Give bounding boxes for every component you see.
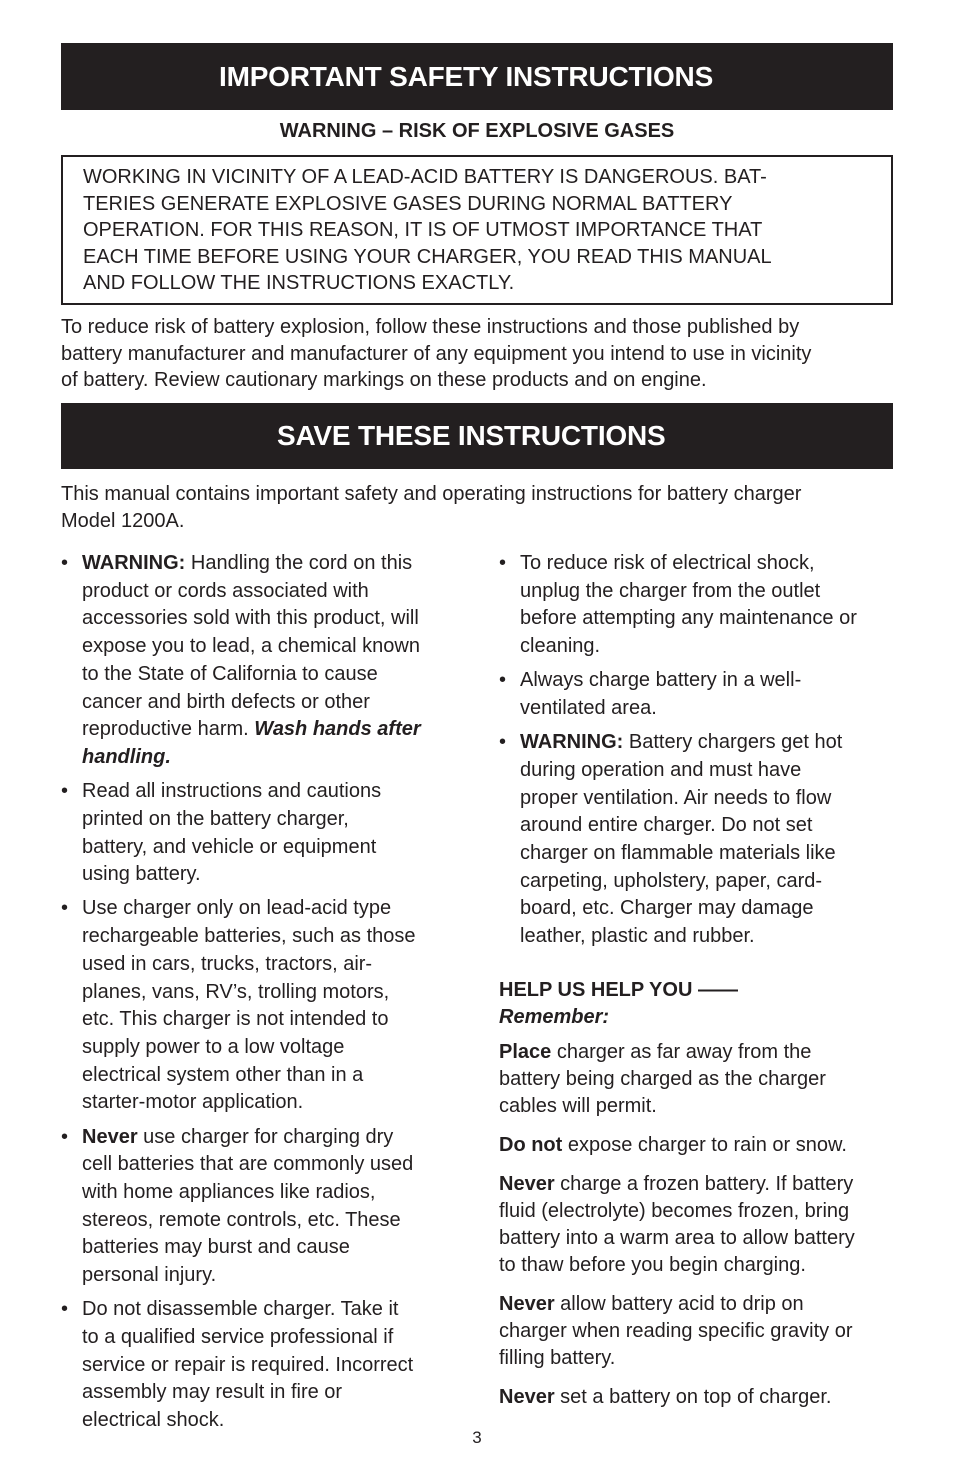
bullet-line: to a qualified service professional if xyxy=(82,1325,394,1348)
bullet-read-instructions xyxy=(61,778,481,889)
reminder-text: charge a frozen battery. If battery xyxy=(554,1172,854,1195)
bullet-electrical-shock xyxy=(499,550,909,661)
reminder-top xyxy=(499,1384,909,1411)
bullet-line: supply power to a low voltage xyxy=(82,1035,345,1058)
bullet-line: product or cords associated with xyxy=(82,579,369,602)
bullet-dot: • xyxy=(61,897,69,920)
bullet-dot: • xyxy=(499,552,507,574)
reminder-text: expose charger to rain or snow. xyxy=(562,1133,847,1156)
bullet-line: Use charger only on lead-acid type xyxy=(82,897,392,920)
bullet-line: stereos, remote controls, etc. These xyxy=(82,1208,401,1231)
bullet-line: starter-motor application. xyxy=(82,1091,304,1114)
bullet-dot: • xyxy=(499,669,507,692)
bullet-line: Read all instructions and cautions xyxy=(82,780,382,803)
reminder-label: Never xyxy=(499,1172,555,1195)
bullet-line: printed on the battery charger, xyxy=(82,807,349,830)
bullet-text: Battery chargers get hot xyxy=(623,731,843,754)
bullet-dot: • xyxy=(61,1125,69,1148)
reminder-place xyxy=(499,1039,909,1120)
bullet-line: during operation and must have xyxy=(520,758,802,781)
bullet-line: proper ventilation. Air needs to flow xyxy=(520,786,832,809)
bullet-line: To reduce risk of electrical shock, xyxy=(520,552,815,574)
bullet-dry-cell xyxy=(61,1124,481,1290)
bullet-line: used in cars, trucks, tractors, air- xyxy=(82,952,373,975)
bullet-hot-chargers xyxy=(499,729,909,951)
bullet-line: Do not disassemble charger. Take it xyxy=(82,1298,399,1321)
warning-line: WORKING IN VICINITY OF A LEAD-ACID BATTERY IS DANGEROUS. BAT- xyxy=(83,166,767,188)
bullet-line: using battery. xyxy=(82,863,201,886)
bullet-line: rechargeable batteries, such as those xyxy=(82,925,416,948)
reminder-text: charger as far away from the xyxy=(551,1040,812,1063)
wash-hands-emphasis: handling. xyxy=(82,745,171,768)
warning-line: EACH TIME BEFORE USING YOUR CHARGER, YOU READ THIS MANUAL xyxy=(83,245,772,268)
manual-paragraph xyxy=(61,481,901,534)
left-column xyxy=(61,550,481,1441)
banner-title: SAVE THESE INSTRUCTIONS xyxy=(277,420,666,451)
bullet-line: etc. This charger is not intended to xyxy=(82,1008,389,1031)
bullet-dot: • xyxy=(61,1298,69,1321)
wash-hands-emphasis: Wash hands after xyxy=(254,718,421,741)
warning-label: WARNING: xyxy=(82,552,186,574)
warning-line: OPERATION. FOR THIS REASON, IT IS OF UTMOST IMPORTANCE THAT xyxy=(83,219,763,241)
banner-title: IMPORTANT SAFETY INSTRUCTIONS xyxy=(219,60,714,92)
reminder-line: fluid (electrolyte) becomes frozen, bring xyxy=(499,1199,850,1222)
reminder-line: charger when reading specific gravity or xyxy=(499,1319,853,1342)
intro-line: battery manufacturer and manufacturer of any equipment you intend to use in vicinity xyxy=(61,342,812,365)
bullet-line: batteries may burst and cause xyxy=(82,1236,350,1259)
bullet-line: unplug the charger from the outlet xyxy=(520,579,821,602)
bullet-line: personal injury. xyxy=(82,1264,217,1287)
reminder-line: battery into a warm area to allow battery xyxy=(499,1226,855,1249)
intro-line: of battery. Review cautionary markings on these products and on engine. xyxy=(61,369,707,391)
warning-line: AND FOLLOW THE INSTRUCTIONS EXACTLY. xyxy=(83,272,515,294)
bullet-line: planes, vans, RV’s, trolling motors, xyxy=(82,980,390,1003)
bullet-line: Always charge battery in a well- xyxy=(520,669,802,692)
manual-line: Model 1200A. xyxy=(61,509,185,532)
reminder-label: Do not xyxy=(499,1133,563,1156)
reminder-text: allow battery acid to drip on xyxy=(554,1292,804,1315)
reminder-text: set a battery on top of charger. xyxy=(554,1385,832,1408)
bullet-line: service or repair is required. Incorrect xyxy=(82,1353,414,1376)
help-us-section xyxy=(499,977,909,1032)
bullet-lead-acid-only xyxy=(61,895,481,1117)
bullet-line: cell batteries that are commonly used xyxy=(82,1153,414,1176)
intro-paragraph xyxy=(61,314,901,394)
reminder-label: Never xyxy=(499,1385,555,1408)
bullet-ventilated xyxy=(499,667,909,722)
bullet-line: leather, plastic and rubber. xyxy=(520,925,755,948)
reminder-line: battery being charged as the charger xyxy=(499,1067,826,1090)
reminder-label: Place xyxy=(499,1040,552,1063)
bullet-line: around entire charger. Do not set xyxy=(520,814,813,837)
bullet-text: Handling the cord on this xyxy=(185,552,413,574)
bullet-line: board, etc. Charger may damage xyxy=(520,897,814,920)
never-label: Never xyxy=(82,1125,138,1148)
bullet-line: cancer and birth defects or other xyxy=(82,690,370,713)
bullet-line: expose you to lead, a chemical known xyxy=(82,635,420,658)
save-instructions-banner xyxy=(61,403,893,469)
reminder-line: filling battery. xyxy=(499,1346,616,1369)
reminder-line: cables will permit. xyxy=(499,1094,657,1117)
important-safety-banner xyxy=(61,43,893,110)
reminder-frozen xyxy=(499,1171,909,1279)
bullet-line: with home appliances like radios, xyxy=(82,1180,376,1203)
reminder-acid xyxy=(499,1291,909,1372)
bullet-line: carpeting, upholstery, paper, card- xyxy=(520,869,823,892)
intro-line: To reduce risk of battery explosion, follow these instructions and those published by xyxy=(61,316,800,338)
bullet-dot: • xyxy=(499,731,507,754)
warning-box xyxy=(61,155,893,305)
bullet-line: before attempting any maintenance or xyxy=(520,607,857,630)
bullet-dot: • xyxy=(61,780,69,803)
remember-label: Remember: xyxy=(499,1006,610,1029)
right-column xyxy=(499,550,909,1423)
bullet-line: to the State of California to cause xyxy=(82,662,378,685)
warning-subhead: WARNING – RISK OF EXPLOSIVE GASES xyxy=(279,120,675,142)
bullet-lead-warning xyxy=(61,550,481,772)
bullet-line: ventilated area. xyxy=(520,697,657,720)
bullet-disassemble xyxy=(61,1296,481,1435)
bullet-text: reproductive harm. xyxy=(82,718,255,741)
bullet-text: use charger for charging dry xyxy=(137,1125,394,1148)
bullet-line: electrical shock. xyxy=(82,1409,225,1432)
warning-line: TERIES GENERATE EXPLOSIVE GASES DURING NORMAL BATTERY xyxy=(83,192,733,215)
bullet-line: cleaning. xyxy=(520,635,601,658)
reminder-rain xyxy=(499,1132,909,1159)
page-number: 3 xyxy=(472,1428,482,1447)
bullet-dot: • xyxy=(61,552,69,574)
bullet-line: battery, and vehicle or equipment xyxy=(82,835,377,858)
bullet-line: accessories sold with this product, will xyxy=(82,607,419,630)
bullet-line: assembly may result in fire or xyxy=(82,1381,343,1404)
help-heading: HELP US HELP YOU —— xyxy=(499,978,738,1001)
warning-label: WARNING: xyxy=(520,731,624,754)
reminder-label: Never xyxy=(499,1292,555,1315)
bullet-line: electrical system other than in a xyxy=(82,1063,364,1086)
reminder-line: to thaw before you begin charging. xyxy=(499,1253,806,1276)
manual-line: This manual contains important safety and operating instructions for battery charger xyxy=(61,483,802,505)
bullet-line: charger on flammable materials like xyxy=(520,842,836,865)
